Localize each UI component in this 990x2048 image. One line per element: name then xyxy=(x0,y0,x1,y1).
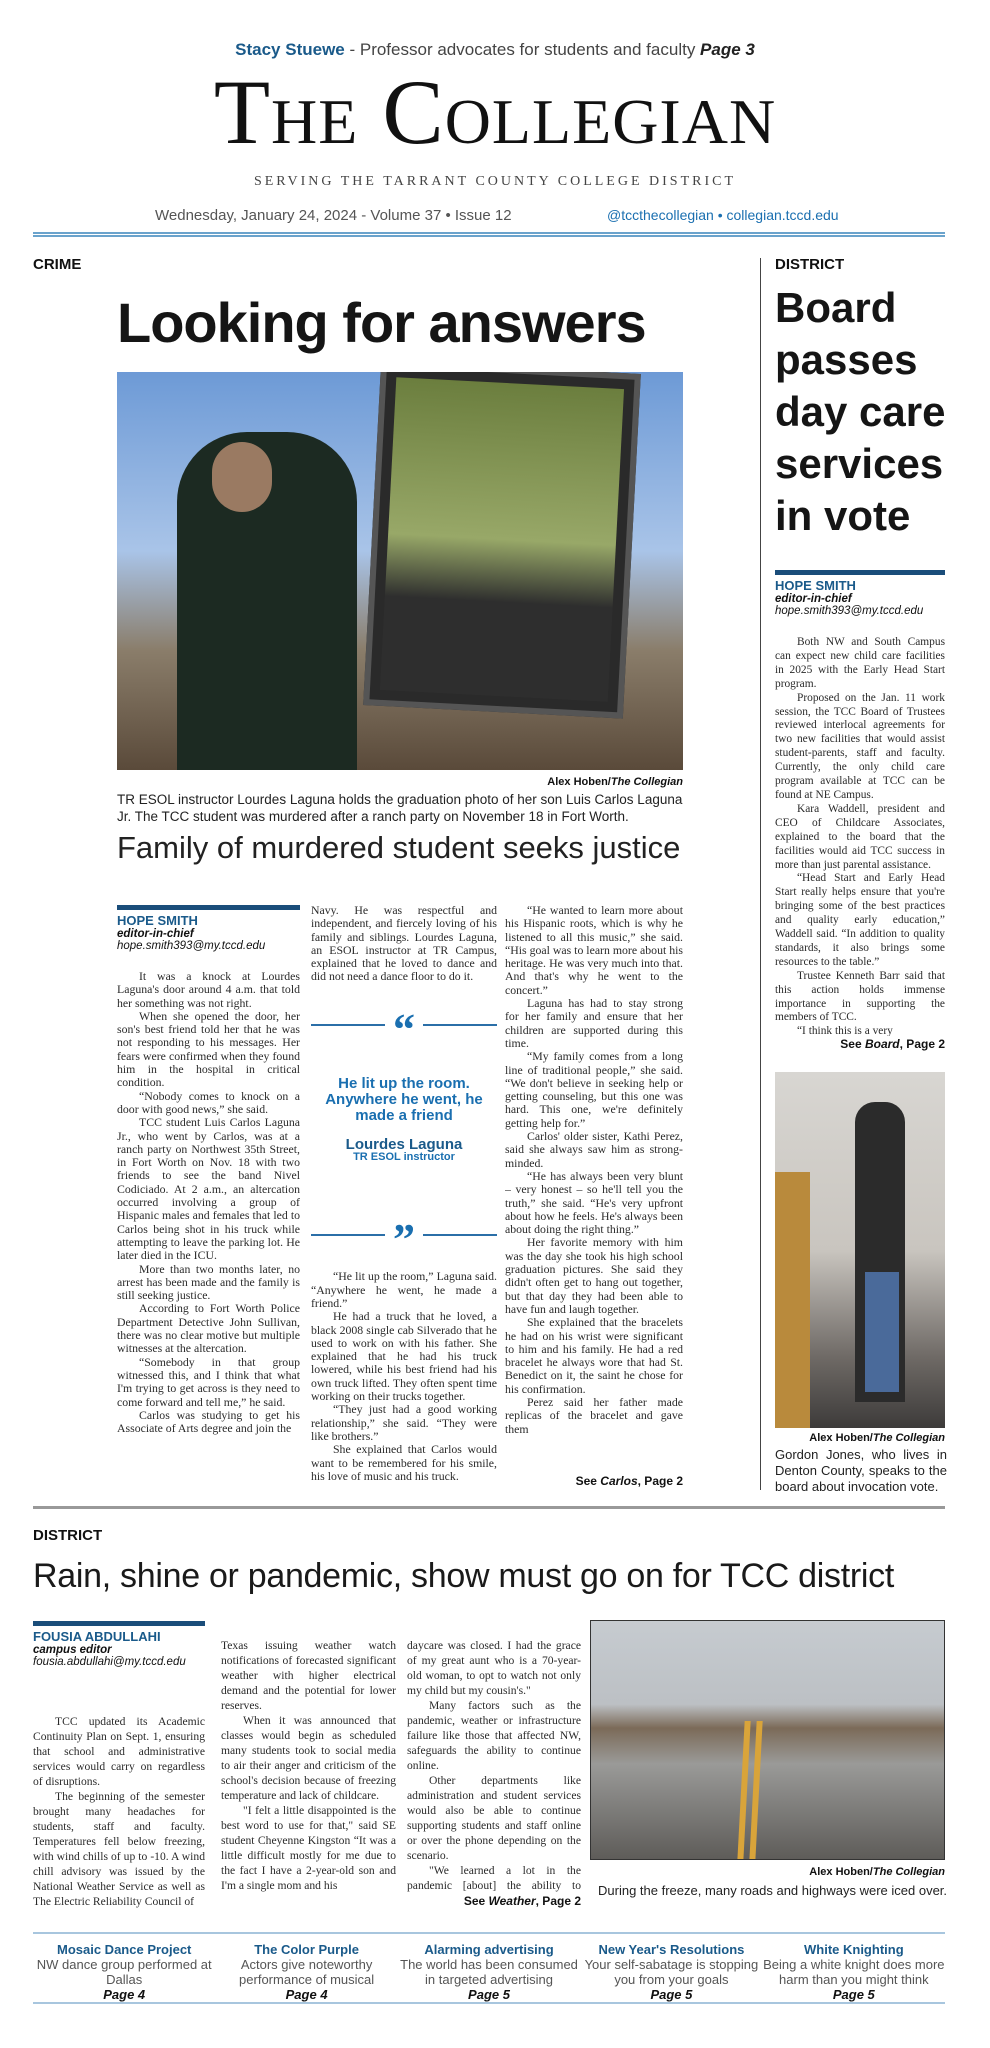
lead-column-3 xyxy=(505,904,683,1474)
weather-column-3 xyxy=(407,1638,581,1894)
weather-photo-caption: During the freeze, many roads and highways were iced over. xyxy=(598,1883,948,1898)
paragraph: She explained that Carlos would want to be remembered for his smile, his love of music and his truck. xyxy=(311,1442,497,1483)
paragraph: TCC student Luis Carlos Laguna Jr., who went by Carlos, was at a ranch party on Northwest 35th Street, in Fort Worth on Nov. 18 with two friends to see the band Nivel Codiciado. At 2 a.m., an altercation occurred involving a group of Hispanic males and females that led to Carlos being shot in his truck while attempting to leave the parking lot. He later died in the ICU. xyxy=(117,1115,300,1263)
weather-column-2-body xyxy=(221,1713,396,1893)
paragraph: Proposed on the Jan. 11 work session, the TCC Board of Trustees reviewed interlocal agreements for two new facilities that would assist student-parents, staff and faculty. Currently, the only child care program available at TCC can be found at NE Campus. xyxy=(775,691,945,801)
section-label-district-2: DISTRICT xyxy=(33,1527,103,1544)
weather-photo-credit: Alex Hoben/The Collegian xyxy=(809,1866,945,1878)
paragraph: Both NW and South Campus can expect new child care facilities in 2025 with the Early Head Start program. xyxy=(775,636,945,690)
paragraph: Other departments like administration and student services would also be able to continue supporting students and staff online or over the phone depending on the scenario. xyxy=(407,1774,581,1862)
photo-road-line xyxy=(737,1721,750,1860)
lead-column-2 xyxy=(311,904,497,1494)
side-photo-credit: Alex Hoben/The Collegian xyxy=(809,1432,945,1444)
paragraph: The beginning of the semester brought many headaches for students, staff and faculty. Temperatures fell below freezing, with wind chills of up to -10. A wind chill advisory was issued by the National Weather Service as well as The Electric Reliability Council of xyxy=(33,1790,205,1908)
dateline: Wednesday, January 24, 2024 - Volume 37 • Issue 12 xyxy=(155,207,512,224)
paragraph: Her favorite memory with him was the day she took his high school graduation pictures. She said they didn't often get to hang out together, but that day they had been able to have fun and laugh together. xyxy=(505,1235,683,1316)
pull-quote-text: He lit up the room. Anywhere he went, he made a friend xyxy=(325,1074,483,1124)
weather-column-1 xyxy=(33,1714,205,1910)
side-photo-caption: Gordon Jones, who lives in Denton County, speaks to the board about invocation vote. xyxy=(775,1447,947,1494)
paragraph: He had a truck that he loved, a black 2008 single cab Silverado that he used to work on with his father. She explained that he had his truck lowered, while his best friend had his own truck lifted. They often spent time working on their trucks together. xyxy=(311,1309,497,1404)
teaser-name: Stacy Stuewe xyxy=(235,40,345,59)
top-teaser[interactable] xyxy=(0,40,990,60)
title-the: The xyxy=(213,61,359,163)
paragraph: “My family comes from a long line of traditional people,” she said. “We don't believe in seeking help or getting counseling, but this one was hard. This one, we're definitely getting help for.” xyxy=(505,1049,683,1130)
side-photo[interactable] xyxy=(775,1072,945,1428)
side-body xyxy=(775,636,945,1036)
paragraph: “Somebody in that group witnessed this, and I think that what I'm trying to get across is they need to come forward and tell me,” he said. xyxy=(117,1354,300,1409)
side-headline[interactable]: Board passes day care services in vote xyxy=(775,284,946,539)
paragraph: “Nobody comes to knock on a door with good news,” she said. xyxy=(117,1088,300,1116)
section-label-crime: CRIME xyxy=(33,256,82,273)
byline-name: FOUSIA ABDULLAHI xyxy=(33,1629,161,1644)
masthead-title xyxy=(0,62,990,162)
paragraph: More than two months later, no arrest has been made and the family is still seeking justice. xyxy=(117,1261,300,1303)
paragraph: “He has always been very blunt – very honest – so he'll tell you the truth,” she said. “He's very upfront about how he feels. He's always been about doing the right thing.” xyxy=(505,1168,683,1237)
teaser-text: - Professor advocates for students and faculty xyxy=(344,40,701,59)
weather-column-2 xyxy=(221,1638,396,1910)
paragraph: Kara Waddell, president and CEO of Childcare Associates, explained to the board that the facilities would aid TCC success in more than just parental assistance. xyxy=(775,802,945,871)
paragraph: Perez said her father made replicas of the bracelet and gave them xyxy=(505,1394,683,1436)
weather-photo[interactable] xyxy=(590,1620,945,1860)
paragraph: “I think this is a very xyxy=(797,1025,893,1036)
open-quote-icon: “ xyxy=(393,1004,415,1054)
lead-column-1 xyxy=(117,970,300,1495)
social-links[interactable]: @tccthecollegian • collegian.tccd.edu xyxy=(607,207,839,223)
paragraph: TCC updated its Academic Continuity Plan on Sept. 1, ensuring that school and administrative services would carry on regardless of disruptions. xyxy=(33,1715,205,1788)
weather-column-3-body xyxy=(407,1698,581,1894)
lead-headline[interactable]: Looking for answers xyxy=(117,291,646,354)
weather-headline[interactable]: Rain, shine or pandemic, show must go on for TCC district xyxy=(33,1557,894,1595)
byline-role: campus editor xyxy=(33,1644,112,1656)
teaser-bar xyxy=(33,1932,945,2004)
byline-role: editor-in-chief xyxy=(775,593,852,605)
paragraph: Many factors such as the pandemic, weather or infrastructure failure like those that affected NW, safeguards the ability to continue online. xyxy=(407,1699,581,1772)
teaser-page: Page 3 xyxy=(700,40,755,59)
paragraph: “They just had a good working relationship,” she said. “They were like brothers.” xyxy=(311,1402,497,1443)
photo-podium xyxy=(775,1172,810,1428)
byline-email[interactable]: hope.smith393@my.tccd.edu xyxy=(117,940,266,952)
column-divider xyxy=(760,258,761,1490)
masthead-rule xyxy=(33,232,945,237)
paragraph: Navy. He was respectful and independent, and fiercely loving of his family and siblings. Lourdes Laguna, an ESOL instructor at TR Campus, explained that he loved to dance and did not need a dance floor to do it. xyxy=(311,904,497,984)
teaser-item[interactable]: The Color Purple Actors give noteworthy performance of musical Page 4 xyxy=(239,1942,375,2002)
lead-jump-link[interactable]: See Carlos, Page 2 xyxy=(575,1474,683,1488)
lead-photo-credit: Alex Hoben/The Collegian xyxy=(547,776,683,788)
teaser-item[interactable]: Mosaic Dance Project NW dance group performed at Dallas Page 4 xyxy=(36,1942,212,2002)
byline-role: editor-in-chief xyxy=(117,928,194,940)
photo-road-line xyxy=(749,1721,762,1860)
byline-name: HOPE SMITH xyxy=(117,913,198,928)
lead-byline xyxy=(117,905,300,952)
paragraph: When she opened the door, her son's best friend told her that he was not responding to his messages. Her fears were confirmed when they found him in the hospital in critical condition. xyxy=(117,1008,300,1090)
lead-column-2-body xyxy=(311,1270,497,1483)
paragraph: It was a knock at Lourdes Laguna's door around 4 a.m. that told her something was not right. xyxy=(117,970,300,1010)
paragraph: “Head Start and Early Head Start really helps ensure that you're bringing some of the best practices and quality early education,” Waddell said. “In addition to quality standards, it also brings some resources to the table.” xyxy=(775,872,945,968)
paragraph: “He lit up the room,” Laguna said. “Anywhere he went, he made a friend.” xyxy=(311,1269,497,1310)
byline-email[interactable]: hope.smith393@my.tccd.edu xyxy=(775,605,924,617)
paragraph: Texas issuing weather watch notifications of forecasted significant weather with higher electrical demand and the potential for lower reserves. xyxy=(221,1639,396,1712)
lead-photo-caption: TR ESOL instructor Lourdes Laguna holds the graduation photo of her son Luis Carlos Laguna Jr. The TCC student was murdered after a ranch party on November 18 in Fort Worth. xyxy=(117,792,683,824)
paragraph: According to Fort Worth Police Department Detective John Sullivan, there was no clear motive but multiple witnesses at the altercation. xyxy=(117,1301,300,1356)
paragraph: Laguna has had to stay strong for her family and ensure that her children are supported during this time. xyxy=(505,996,683,1050)
pull-quote-name: Lourdes Laguna xyxy=(345,1135,463,1153)
byline-email[interactable]: fousia.abdullahi@my.tccd.edu xyxy=(33,1656,186,1668)
lead-photo[interactable] xyxy=(117,372,683,770)
side-jump-link[interactable]: See Board, Page 2 xyxy=(840,1037,945,1051)
photo-jeans xyxy=(865,1272,899,1392)
section-divider xyxy=(33,1506,945,1509)
photo-face xyxy=(212,442,272,512)
paragraph: Carlos was studying to get his Associate of Arts degree and join the xyxy=(117,1407,300,1436)
teaser-item[interactable]: New Year's Resolutions Your self-sabatage is stopping you from your goals Page 5 xyxy=(584,1942,759,2002)
weather-byline xyxy=(33,1621,205,1668)
tagline: SERVING THE TARRANT COUNTY COLLEGE DISTRICT xyxy=(253,174,737,189)
pull-quote xyxy=(311,1004,497,1265)
paragraph: daycare was closed. I had the grace of my great aunt who is a 70-year-old woman, to opt to watch not only my child but my cousin's." xyxy=(407,1639,581,1697)
byline-name: HOPE SMITH xyxy=(775,578,856,593)
paragraph: “He wanted to learn more about his Hispanic roots, which is why he listened to all this music,” she said. “His goal was to learn more about his heritage. He was very much into that. And that's why he went to the concert.” xyxy=(505,904,683,997)
paragraph: "I felt a little disappointed is the best word to use for that," said SE student Cheyenne Kingston “It was a little difficult mostly for me due to the fact I have a 2-year-old son and I'm a single mom and his xyxy=(221,1804,396,1892)
title-collegian: Collegian xyxy=(382,61,777,163)
paragraph: When it was announced that classes would begin as scheduled many students took to social media to air their anger and criticism of the school's decision because of freezing temperature and lack of childcare. xyxy=(221,1714,396,1802)
paragraph: She explained that the bracelets he had on his wrist were significant to him and his family. He had a red bracelet he always wore that had St. Benedict on it, the saint he chose for his confirmation. xyxy=(505,1315,683,1396)
paragraph: Carlos' older sister, Kathi Perez, said she always saw him as strong-minded. xyxy=(505,1129,683,1170)
paragraph: Trustee Kenneth Barr said that this action holds immense importance in supporting the members of TCC. xyxy=(775,969,945,1024)
weather-jump-link[interactable]: See Weather, Page 2 xyxy=(463,1894,581,1908)
section-label-district: DISTRICT xyxy=(775,256,845,273)
paragraph: "We learned a lot in the pandemic [about] the ability to xyxy=(407,1864,581,1892)
lead-subhead: Family of murdered student seeks justice xyxy=(117,830,681,865)
photo-frame xyxy=(363,372,641,719)
close-quote-icon: ” xyxy=(393,1215,415,1265)
side-byline xyxy=(775,570,945,617)
teaser-item[interactable]: Alarming advertising The world has been consumed in targeted advertising Page 5 xyxy=(400,1942,578,2002)
pull-quote-title: TR ESOL instructor xyxy=(353,1151,455,1164)
teaser-item[interactable]: White Knighting Being a white knight does more harm than you might think Page 5 xyxy=(763,1942,945,2002)
